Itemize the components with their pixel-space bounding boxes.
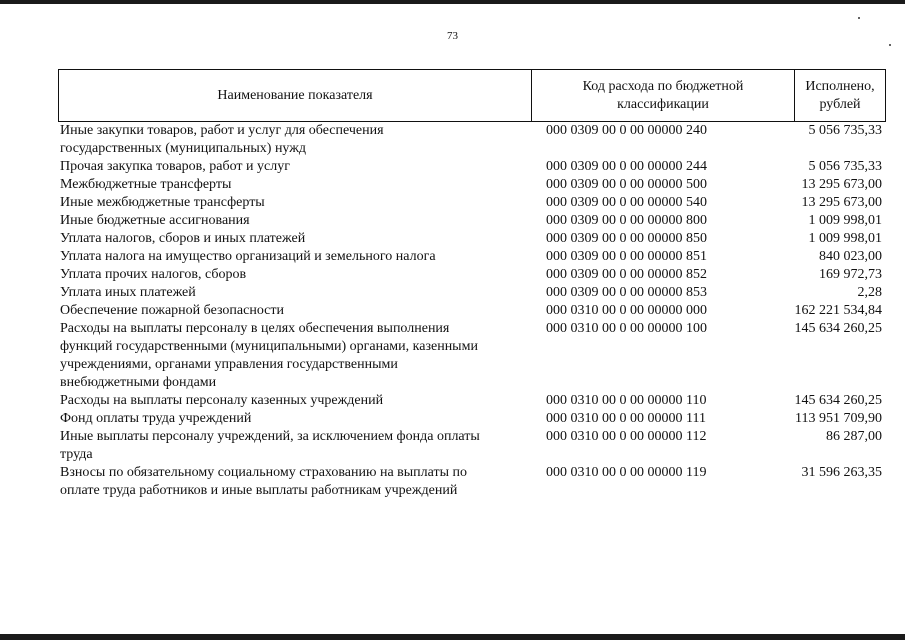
row-code: 000 0310 00 0 00 00000 110 xyxy=(546,393,707,408)
scan-speck xyxy=(889,44,891,46)
row-amount: 840 023,00 xyxy=(819,249,882,264)
row-name-line: Межбюджетные трансферты xyxy=(60,177,232,192)
table-row xyxy=(60,302,886,320)
row-amount: 145 634 260,25 xyxy=(794,393,882,408)
row-name xyxy=(60,428,546,464)
row-name xyxy=(60,410,546,428)
row-name-line: Иные бюджетные ассигнования xyxy=(60,213,250,228)
scan-speck xyxy=(858,17,860,19)
row-name-line: Обеспечение пожарной безопасности xyxy=(60,303,285,318)
table-header xyxy=(58,69,886,122)
row-amount: 5 056 735,33 xyxy=(808,159,882,174)
row-code: 000 0310 00 0 00 00000 119 xyxy=(546,465,707,480)
row-amount: 169 972,73 xyxy=(819,267,882,282)
row-code: 000 0309 00 0 00 00000 853 xyxy=(546,285,707,300)
row-name-line: Расходы на выплаты персоналу казенных учреждений xyxy=(60,393,384,408)
row-code: 000 0310 00 0 00 00000 111 xyxy=(546,411,706,426)
row-name xyxy=(60,176,546,194)
row-code: 000 0309 00 0 00 00000 244 xyxy=(546,159,707,174)
table-body xyxy=(60,122,886,500)
row-amount: 113 951 709,90 xyxy=(795,411,882,426)
row-amount: 162 221 534,84 xyxy=(794,303,882,318)
row-name xyxy=(60,392,546,410)
row-name xyxy=(60,248,546,266)
row-name-line: Уплата прочих налогов, сборов xyxy=(60,267,247,282)
row-name xyxy=(60,212,546,230)
page-number: 73 xyxy=(447,30,458,42)
row-amount: 5 056 735,33 xyxy=(808,123,882,138)
table-row xyxy=(60,428,886,464)
row-name xyxy=(60,464,546,500)
row-name xyxy=(60,320,546,392)
row-name-line: Иные межбюджетные трансферты xyxy=(60,195,265,210)
table-row xyxy=(60,284,886,302)
row-name-line: труда xyxy=(60,447,93,462)
row-name-line: Уплата налогов, сборов и иных платежей xyxy=(60,231,306,246)
table-row xyxy=(60,320,886,392)
row-name-line: Прочая закупка товаров, работ и услуг xyxy=(60,159,290,174)
row-amount: 31 596 263,35 xyxy=(801,465,882,480)
table-row xyxy=(60,122,886,158)
row-code: 000 0310 00 0 00 00000 112 xyxy=(546,429,707,444)
row-code: 000 0309 00 0 00 00000 240 xyxy=(546,123,707,138)
row-name-line: Расходы на выплаты персоналу в целях обеспечения выполнения xyxy=(60,321,450,336)
row-name-line: Уплата налога на имущество организаций и земельного налога xyxy=(60,249,436,264)
header-name: Наименование показателя xyxy=(59,70,532,121)
row-name xyxy=(60,158,546,176)
row-amount: 13 295 673,00 xyxy=(801,177,882,192)
row-code: 000 0309 00 0 00 00000 800 xyxy=(546,213,707,228)
row-name-line: Взносы по обязательному социальному страхованию на выплаты по xyxy=(60,465,468,480)
table-row xyxy=(60,158,886,176)
row-amount: 1 009 998,01 xyxy=(808,231,882,246)
row-name xyxy=(60,266,546,284)
header-amount: Исполнено, рублей xyxy=(805,78,875,112)
row-code: 000 0310 00 0 00 00000 000 xyxy=(546,303,707,318)
row-amount: 13 295 673,00 xyxy=(801,195,882,210)
row-name-line: Уплата иных платежей xyxy=(60,285,196,300)
header-code-line: классификации xyxy=(617,96,709,112)
row-name-line: оплате труда работников и иные выплаты работникам учреждений xyxy=(60,483,458,498)
row-amount: 86 287,00 xyxy=(826,429,882,444)
row-name-line: государственных (муниципальных) нужд xyxy=(60,141,307,156)
row-name xyxy=(60,194,546,212)
table-row xyxy=(60,176,886,194)
row-name xyxy=(60,302,546,320)
table-row xyxy=(60,266,886,284)
row-code: 000 0309 00 0 00 00000 851 xyxy=(546,249,707,264)
row-name-line: Иные закупки товаров, работ и услуг для обеспечения xyxy=(60,123,384,138)
table-row xyxy=(60,392,886,410)
top-scan-border xyxy=(0,0,905,4)
row-code: 000 0309 00 0 00 00000 852 xyxy=(546,267,707,282)
table-row xyxy=(60,230,886,248)
row-code: 000 0309 00 0 00 00000 500 xyxy=(546,177,707,192)
row-code: 000 0310 00 0 00 00000 100 xyxy=(546,321,707,336)
row-name xyxy=(60,230,546,248)
table-row xyxy=(60,464,886,500)
row-amount: 1 009 998,01 xyxy=(808,213,882,228)
row-name-line: функций государственными (муниципальными) органами, казенными xyxy=(60,339,478,354)
header-code-line: Код расхода по бюджетной xyxy=(582,78,744,94)
table-row xyxy=(60,212,886,230)
row-amount: 2,28 xyxy=(857,285,882,300)
row-amount: 145 634 260,25 xyxy=(794,321,882,336)
row-name xyxy=(60,122,546,158)
row-name-line: внебюджетными фондами xyxy=(60,375,217,390)
row-name xyxy=(60,284,546,302)
header-code xyxy=(532,70,795,121)
row-code: 000 0309 00 0 00 00000 850 xyxy=(546,231,707,246)
row-code: 000 0309 00 0 00 00000 540 xyxy=(546,195,707,210)
row-name-line: учреждениями, органами управления государственными xyxy=(60,357,398,372)
table-row xyxy=(60,410,886,428)
table-row xyxy=(60,248,886,266)
row-name-line: Иные выплаты персоналу учреждений, за исключением фонда оплаты xyxy=(60,429,480,444)
table-row xyxy=(60,194,886,212)
bottom-scan-border xyxy=(0,634,905,640)
row-name-line: Фонд оплаты труда учреждений xyxy=(60,411,252,426)
